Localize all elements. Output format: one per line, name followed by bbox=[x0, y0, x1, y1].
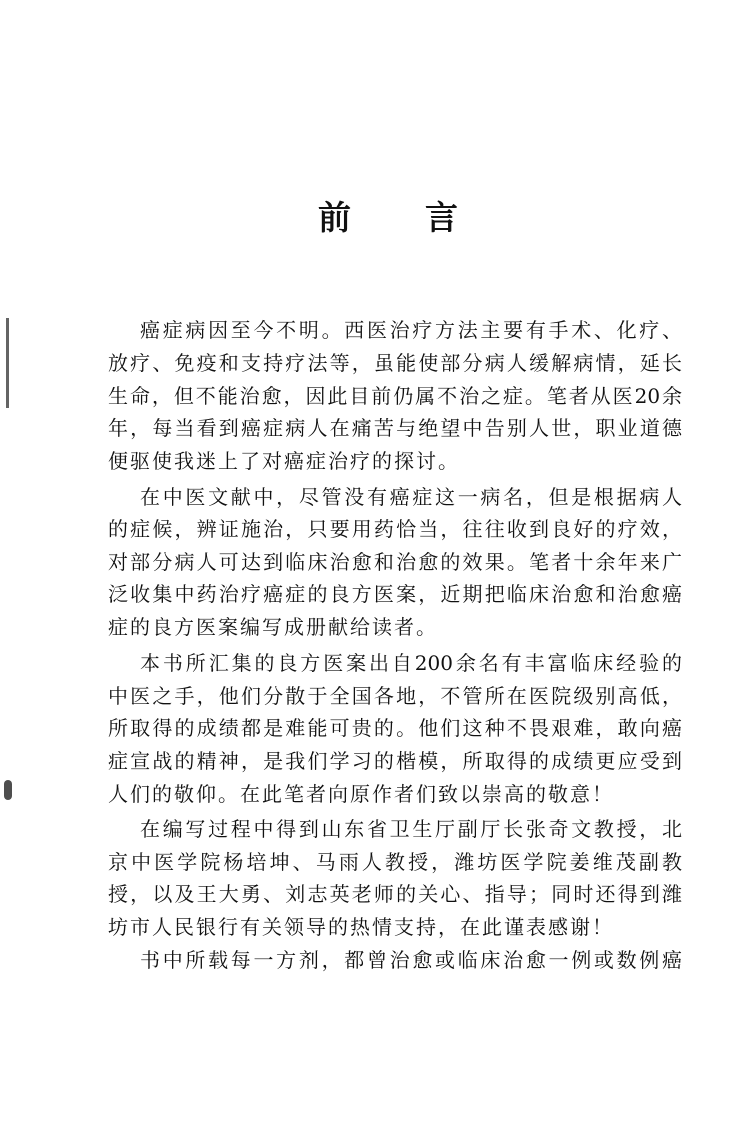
text-line: 生命，但不能治愈，因此目前仍属不治之症。笔者从医20余 bbox=[108, 384, 682, 408]
text-line: 授，以及王大勇、刘志英老师的关心、指导；同时还得到潍 bbox=[108, 882, 682, 906]
text-line: 人们的敬仰。在此笔者向原作者们致以崇高的敬意！ bbox=[108, 782, 614, 806]
page-title bbox=[318, 192, 458, 239]
text-line: 对部分病人可达到临床治愈和治愈的效果。笔者十余年来广 bbox=[108, 550, 682, 574]
text-line: 泛收集中药治疗癌症的良方医案，近期把临床治愈和治愈癌 bbox=[108, 582, 682, 606]
title-char: 前 bbox=[318, 198, 351, 237]
text-line: 京中医学院杨培坤、马雨人教授，潍坊医学院姜维茂副教 bbox=[108, 850, 682, 874]
scan-margin-mark bbox=[6, 318, 9, 408]
text-line: 癌症病因至今不明。西医治疗方法主要有手术、化疗、 bbox=[140, 318, 682, 342]
text-line: 便驱使我迷上了对癌症治疗的探讨。 bbox=[108, 449, 460, 473]
text-line: 在中医文献中，尽管没有癌症这一病名，但是根据病人 bbox=[140, 485, 682, 509]
text-line: 在编写过程中得到山东省卫生厅副厅长张奇文教授，北 bbox=[140, 817, 682, 841]
text-line: 的症候，辨证施治，只要用药恰当，往往收到良好的疗效， bbox=[108, 517, 682, 541]
text-line: 本书所汇集的良方医案出自200余名有丰富临床经验的 bbox=[140, 651, 682, 675]
text-line: 书中所载每一方剂，都曾治愈或临床治愈一例或数例癌 bbox=[140, 948, 682, 972]
text-line: 放疗、免疫和支持疗法等，虽能使部分病人缓解病情，延长 bbox=[108, 351, 682, 375]
text-line: 所取得的成绩都是难能可贵的。他们这种不畏艰难，敢向癌 bbox=[108, 716, 682, 740]
text-line: 症宣战的精神，是我们学习的楷模，所取得的成绩更应受到 bbox=[108, 749, 682, 773]
text-line: 坊市人民银行有关领导的热情支持，在此谨表感谢！ bbox=[108, 915, 614, 939]
text-line: 中医之手，他们分散于全国各地，不管所在医院级别高低， bbox=[108, 684, 682, 708]
title-char: 言 bbox=[425, 198, 458, 237]
scan-margin-mark bbox=[4, 780, 12, 800]
text-line: 症的良方医案编写成册献给读者。 bbox=[108, 615, 438, 639]
text-line: 年，每当看到癌症病人在痛苦与绝望中告别人世，职业道德 bbox=[108, 416, 682, 440]
